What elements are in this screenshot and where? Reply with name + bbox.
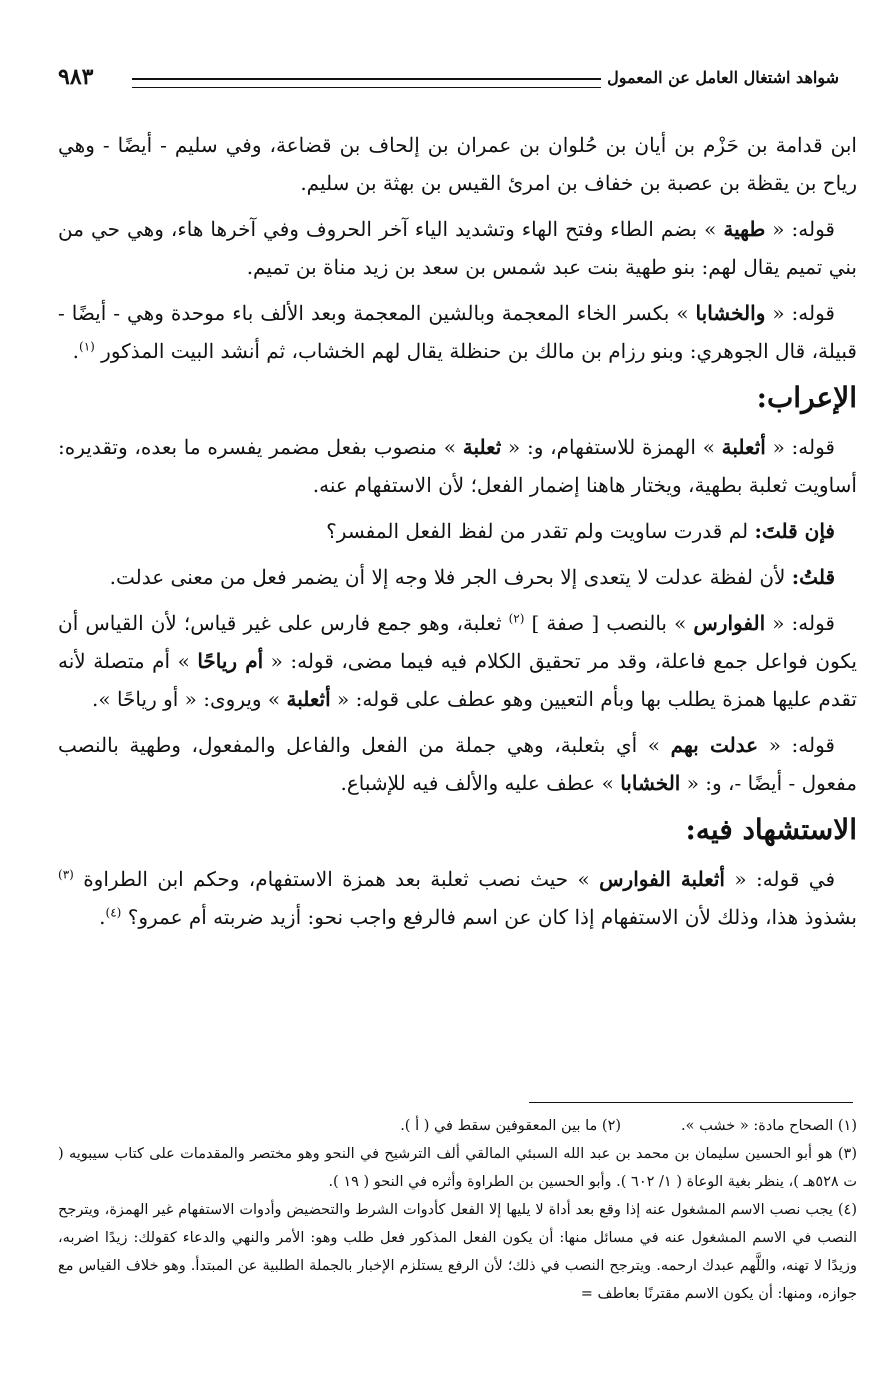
footnote-separator: [529, 1102, 853, 1103]
keyword: أثعلبة الفوارس: [599, 867, 725, 891]
footnote-row: [58, 1112, 857, 1140]
paragraph-4: قوله: « أثعلبة » الهمزة للاستفهام، و: « ثعلبة » منصوب بفعل مضمر يفسره ما بعده، وتقديره: أساويت ثعلبة بطهية، ويختار هاهنا إضمار الفعل؛ لأن الاستفهام عنه.: [58, 435, 857, 497]
keyword: والخشابا: [695, 301, 766, 325]
paragraph-3: قوله: « والخشابا » بكسر الخاء المعجمة وبالشين المعجمة وبعد الألف باء موحدة وهي - أيضًا - قبيلة، قال الجوهري: وبنو رزام بن مالك بن حنظلة يقال لهم الخشاب، ثم أنشد البيت المذكور $^{(١)}$.: [58, 301, 857, 363]
page-number: ٩٨٣: [58, 64, 94, 90]
keyword: أثعلبة: [286, 687, 331, 711]
header-rule: [132, 78, 601, 88]
page-header: [58, 66, 839, 96]
footnote-ref: (٣): [58, 867, 74, 882]
keyword: الخشابا: [620, 771, 681, 795]
footnote-2: (٢) ما بين المعقوفين سقط في ( أ ).: [400, 1118, 622, 1134]
paragraph-8: قوله: « عدلت بهم » أي بثعلبة، وهي جملة من الفعل والفاعل والمفعول، وطهية بالنصب مفعول - أيضًا -، و: « الخشابا » عطف عليه والألف فيه للإشباع.: [58, 733, 857, 795]
keyword: طهية: [723, 217, 766, 241]
footnote-1: (١) الصحاح مادة: « خشب ».: [681, 1118, 857, 1134]
paragraph-9: في قوله: « أثعلبة الفوارس » حيث نصب ثعلبة بعد همزة الاستفهام، وحكم ابن الطراوة $^{(٣)}$ بشذوذ هذا، وذلك لأن الاستفهام إذا كان عن اسم فالرفع واجب نحو: أزيد ضربته أم عمرو؟ $^{(٤)}$.: [58, 867, 857, 929]
keyword: أم رياحًا: [197, 649, 264, 673]
keyword: ثعلبة: [462, 435, 502, 459]
running-title: شواهد اشتغال العامل عن المعمول: [607, 68, 839, 87]
keyword: قلتُ:: [791, 565, 835, 589]
footnote-ref: (٢): [508, 611, 525, 626]
section-heading-istishhad: الاستشهاد فيه:: [685, 813, 857, 846]
keyword: أثعلبة: [721, 435, 766, 459]
footnote-3: (٣) هو أبو الحسين سليمان بن محمد بن عبد الله السبئي المالقي ألف الترشيح في النحو وهو مختصر والمقدمات على كتاب سيبويه ( ت ٥٢٨هـ )، ينظر بغية الوعاة ( ١/ ٦٠٢ ). وأبو الحسين بن الطراوة وأثره في النحو ( ١٩ ).: [58, 1146, 857, 1190]
footnote-ref: (١): [79, 339, 95, 354]
paragraph-5: فإن قلتَ: لم قدرت ساويت ولم تقدر من لفظ الفعل المفسر؟: [326, 519, 835, 543]
footnote-ref: (٤): [105, 905, 122, 920]
keyword: عدلت بهم: [670, 733, 759, 757]
paragraph-7: قوله: « الفوارس » بالنصب [ صفة ] $^{(٢)}$ ثعلبة، وهو جمع فارس على غير قياس؛ لأن القياس أن يكون فواعل جمع فاعلة، وقد مر تحقيق الكلام فيه فيما مضى، قوله: « أم رياحًا » أم متصلة لأنه تقدم عليها همزة يطلب بها وبأم التعيين وهو عطف على قوله: « أثعلبة » ويروى: « أو رياحًا ».: [58, 611, 857, 711]
keyword: فإن قلتَ:: [754, 519, 835, 543]
footnote-4: (٤) يجب نصب الاسم المشغول عنه إذا وقع بعد أداة لا يليها إلا الفعل كأدوات الشرط والتحضيض وأدوات الاستفهام غير الهمزة، ويترجح النصب في الاسم المشغول عنه في مسائل منها: أن يكون الفعل المذكور فعل طلب وهو: الأمر والنهي والدعاء كقولك: زيدًا اضربه، وزيدًا لا تهنه، واللَّهم عبدك ارحمه. ويترجح النصب في ذلك؛ لأن الرفع يستلزم الإخبار بالجملة الطلبية عن المبتدأ. وهو خلاف القياس مع جوازه، ومنها: أن يكون الاسم مقترنًا بعاطف =: [58, 1202, 857, 1302]
paragraph-2: قوله: « طهية » بضم الطاء وفتح الهاء وتشديد الياء آخر الحروف وفي آخرها هاء، وهي حي من بني تميم يقال لهم: بنو طهية بنت عبد شمس بن سعد بن زيد مناة بن تميم.: [58, 217, 857, 279]
keyword: الفوارس: [693, 611, 766, 635]
section-heading-irab: الإعراب:: [756, 381, 857, 414]
paragraph-6: قلتُ: لأن لفظة عدلت لا يتعدى إلا بحرف الجر فلا وجه إلا أن يضمر فعل من معنى عدلت.: [109, 565, 835, 589]
paragraph-1: ابن قدامة بن حَزْم بن أيان بن حُلوان بن عمران بن إلحاف بن قضاعة، وفي سليم - أيضًا - وهي رياح بن يقظة بن عصبة بن خفاف بن امرئ القيس بن بهثة بن سليم.: [58, 133, 857, 195]
footnotes: [58, 1112, 857, 1308]
main-text: [58, 126, 857, 944]
